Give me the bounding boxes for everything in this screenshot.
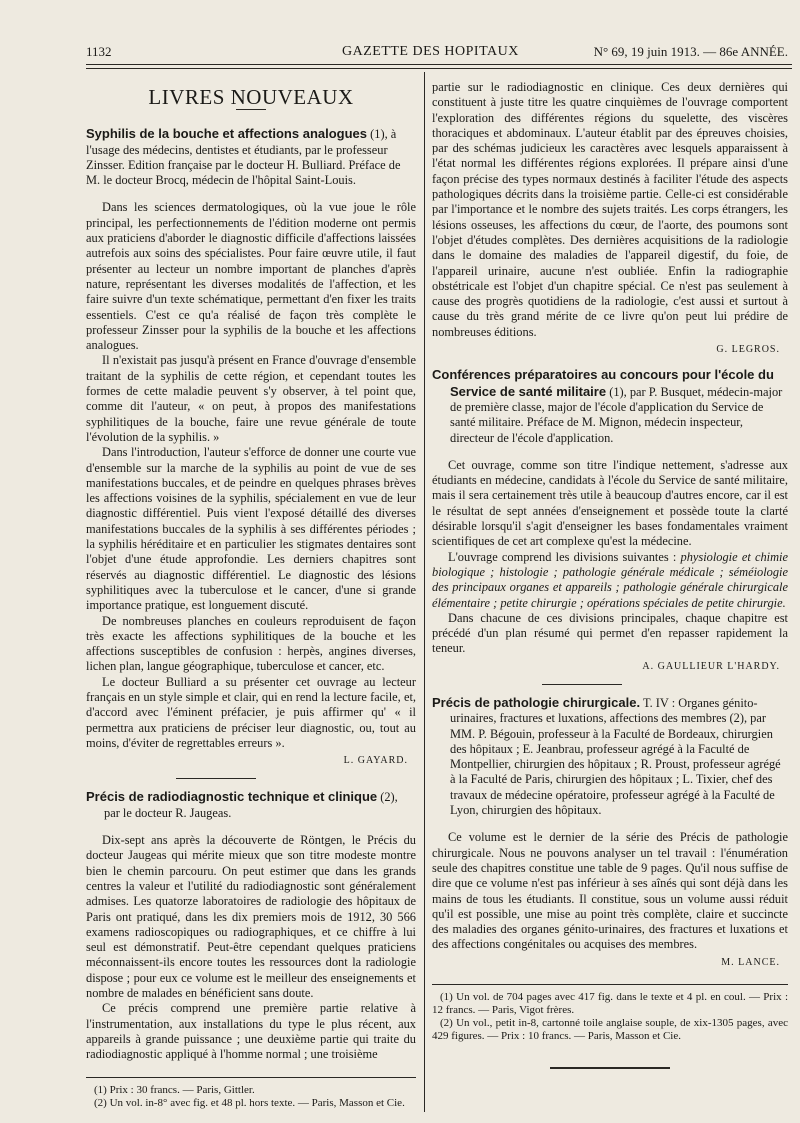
review-signature: M. LANCE.: [721, 956, 780, 968]
review-credits: T. IV : Organes génito-urinaires, fractures et luxations, affections des membres (2), par MM. P. Bégouin, professeur à la Faculté de Bordeaux, chirurgien des hôpitaux ; E. Jeanbrau, professeur agrégé à la Faculté de Montpellier, chirurgien des hôpitaux ; R. Proust, professeur agrégé à la Faculté de Paris, chirurgien des hôpitaux ; L. Tixier, chef des travaux de médecine opératoire, professeur agrégé à la Faculté de Lyon, chirurgien des hôpitaux.: [450, 695, 781, 818]
review-credits: (1), par P. Busquet, médecin-major de première classe, major de l'école d'application du Service de santé militaire. Préface de M. Mignon, médecin inspecteur, directeur de l'école d'application.: [450, 384, 783, 445]
review-title: Conférences préparatoires au concours pour l'école du Service de santé militaire: [432, 367, 774, 399]
footnote: (2) Un vol. in-8° avec fig. et 48 pl. hors texte. — Paris, Masson et Cie.: [94, 1096, 405, 1109]
review-title: Précis de radiodiagnostic technique et clinique: [86, 789, 378, 805]
review-signature: A. GAULLIEUR L'HARDY.: [642, 660, 780, 672]
paragraph: Dix-sept ans après la découverte de Röntgen, le Précis du docteur Jaugeas qui mérite mieux que son titre modeste montre bien le chemin parcouru. On peut estimer que dans les grands centres la valeur et l'utilité du radiodiagnostic sont généralement admises. Les quatorze laboratoires de radiologie des hôpitaux de Paris ont pratiqué, dans les dix premiers mois de 1912, 30 566 examens radioscopiques ou radiographiques, et ce chiffre à lui seul est démonstratif. Peut-être cependant quelques praticiens méconnaissent-ils encore toutes les ressources dont la radiologie dispose ; pour eux ce volume est le meilleur des enseignements et nombre de malades en bénéficient sans doute.: [86, 833, 416, 1001]
right-column: [432, 80, 788, 1069]
tailpiece-ornament: [550, 1067, 670, 1069]
page-header: [86, 44, 792, 64]
review-signature: L. GAYARD.: [343, 755, 408, 767]
title-underline: [236, 109, 266, 110]
paragraph: Dans chacune de ces divisions principales, chaque chapitre est précédé d'un plan résumé qui permet d'en repasser rapidement la teneur.: [432, 610, 788, 656]
footnote: (1) Un vol. de 704 pages avec 417 fig. dans le texte et 4 pl. en coul. — Prix : 12 francs. — Paris, Vigot frères.: [432, 991, 788, 1017]
footnote: (1) Prix : 30 francs. — Paris, Gittler.: [94, 1083, 255, 1096]
review-credits: (1), à l'usage des médecins, dentistes et étudiants, par le professeur Zinsser. Edition française par le docteur H. Bulliard. Préface de M. le docteur Brocq, médecin de l'hôpital Saint-Louis.: [86, 127, 401, 188]
review-title: Précis de pathologie chirurgicale.: [432, 694, 641, 710]
paragraph: De nombreuses planches en couleurs reproduisent de façon très exacte les affections syphilitiques de la bouche et les affections susceptibles de confusion : herpès, angines diverses, lichen plan, langue géographique, tuberculose et cancer, etc.: [86, 613, 416, 674]
review-credits: (2), par le docteur R. Jaugeas.: [104, 790, 398, 820]
review-heading: [432, 695, 788, 818]
paragraph: [432, 550, 788, 611]
header-rule-bottom: [86, 68, 792, 69]
divisions-list: physiologie et chimie biologique ; histologie ; pathologie générale médicale ; séméiologie des principaux organes et appareils ; pathologie générale chirurgicale élémentaire ; petite chirurgie ; opérations spéciales de petite chirurgie.: [432, 549, 788, 610]
review-title: Syphilis de la bouche et affections analogues: [86, 126, 368, 142]
review-heading: [86, 126, 416, 188]
footnotes-right: [432, 984, 788, 1043]
paragraph-continued: partie sur le radiodiagnostic en clinique. Ces deux dernières qui constituent à juste titre les quatre cinquièmes de l'ouvrage comportent l'exploration des différentes régions du squelette, des viscères thoraciques et abdominaux. L'auteur établit par des épreuves choisies, par des schémas judicieux les caractères avec lesquels apparaissent à l'état normal les différentes régions explorées. Il prépare ainsi d'une façon précise des types normaux destinés à faciliter l'étude des aspects pathologiques décrits dans la troisième partie. Celle-ci est considérable par l'importance et le nombre des sujets traités. Les corps étrangers, les lésions osseuses, les affections du cœur, de l'aorte, des poumons sont l'objet d'études complètes. Des dernières acquisitions de la radiologie dans le domaine des maladies de l'appareil digestif, du foie, de l'appareil urinaire, aucune n'est oubliée. Enfin la radiographie obstétricale est l'objet d'un chapitre spécial. Ce n'est pas seulement à cause des progrès quotidiens de la radiologie, c'est aussi et surtout à cause du très grand mérite de ce livre qu'on peut lui prédire de nombreuses éditions.: [432, 80, 788, 339]
paragraph: Cet ouvrage, comme son titre l'indique nettement, s'adresse aux étudiants en médecine, candidats à l'école du Service de santé militaire, mais il sera certainement très utile à beaucoup d'autres encore, car il est le résultat de sept années d'enseignement et possède toute la clarté désirable lorsqu'il s'agit d'enseigner les bases fondamentales vraiment scientifiques de cet art complexe qu'est la médecine.: [432, 457, 788, 549]
column-divider: [424, 72, 425, 1112]
footnotes-left: [86, 1077, 416, 1110]
review-separator: [176, 778, 256, 779]
review-heading: [86, 789, 416, 821]
paragraph: Le docteur Bulliard a su présenter cet ouvrage au lecteur français en un style simple et clair, qui en rend la lecture facile, et, d'accord avec l'éminent préfacier, je puis affirmer qu' « il permettra aux praticiens de préciser leur diagnostic, ou, tout au moins, d'éviter de regrettables erreurs ».: [86, 674, 416, 750]
paragraph: Dans l'introduction, l'auteur s'efforce de donner une courte vue d'ensemble sur la marche de la syphilis au point de vue de ses manifestations buccales, et de peindre en quelques phrases brèves les affections voisines de la syphilis, spécialement en vue de leur diagnostic différentiel. Puis vient l'exposé détaillé des diverses manifestations buccales de la syphilis à ses différentes périodes ; la syphilis héréditaire et en particulier les stigmates dentaires sont l'objet d'une étude approfondie. Les derniers chapitres sont réservés au diagnostic différentiel. Le diagnostic des lésions syphilitiques avec la tuberculose et le cancer, d'une si grande importance pratique, est longuement discuté.: [86, 445, 416, 613]
paragraph: Dans les sciences dermatologiques, où la vue joue le rôle principal, les perfectionnements de l'édition moderne ont permis aux praticiens d'aborder le diagnostic difficile d'affections laissées autrefois aux soins des spécialistes. Pour faire œuvre utile, il faut présenter au lecteur un nombre important de planches d'après nature, représentant les diverses modalités de l'affection, et les faire suivre d'un texte schématique, permettant d'en fixer les traits essentiels. C'est ce qu'a réalisé de façon très complète le professeur Zinsser pour la syphilis de la bouche et les affections analogues.: [86, 200, 416, 353]
paragraph: Ce précis comprend une première partie relative à l'instrumentation, aux installations du type le plus récent, aux appareils à grande puissance ; une deuxième partie qui traite du radiodiagnostic appliqué à l'homme normal ; une troisième: [86, 1001, 416, 1062]
left-column: [86, 80, 416, 1110]
divisions-intro: L'ouvrage comprend les divisions suivantes :: [448, 549, 677, 564]
review-signature: G. LEGROS.: [716, 344, 780, 356]
section-title: LIVRES NOUVEAUX: [148, 85, 354, 109]
issue-dateline: N° 69, 19 juin 1913. — 86e ANNÉE.: [593, 44, 788, 59]
page-number: 1132: [86, 44, 112, 59]
review-separator: [542, 684, 622, 685]
paragraph: Il n'existait pas jusqu'à présent en France d'ouvrage d'ensemble traitant de la syphilis de cette région, et cependant toutes les formes de cette maladie peuvent s'y observer, à tel point que, comme dit l'auteur, « on peut, à propos des manifestations syphilitiques de la bouche, faire une revue générale de toute l'évolution de la syphilis. »: [86, 353, 416, 444]
header-rule-top: [86, 64, 792, 65]
review-heading: [432, 367, 788, 445]
journal-title: GAZETTE DES HOPITAUX: [342, 44, 519, 59]
paragraph: Ce volume est le dernier de la série des Précis de pathologie chirurgicale. Nous ne pouvons analyser un tel travail : l'énumération seule des chapitres constitue une table de 9 pages. Qu'il nous suffise de dire que ce volume n'est pas inférieur à ses aînés qui sont déjà dans les mains de tous les étudiants. Il constitue, sous un volume aussi réduit qu'il est possible, une mise au point très complète, claire et succincte des maladies des organes génito-urinaires, des fractures et luxations et des affections congénitales ou acquises des membres.: [432, 830, 788, 952]
footnote: (2) Un vol., petit in-8, cartonné toile anglaise souple, de xix-1305 pages, avec 429 figures. — Prix : 10 francs. — Paris, Masson et Cie.: [432, 1017, 788, 1043]
